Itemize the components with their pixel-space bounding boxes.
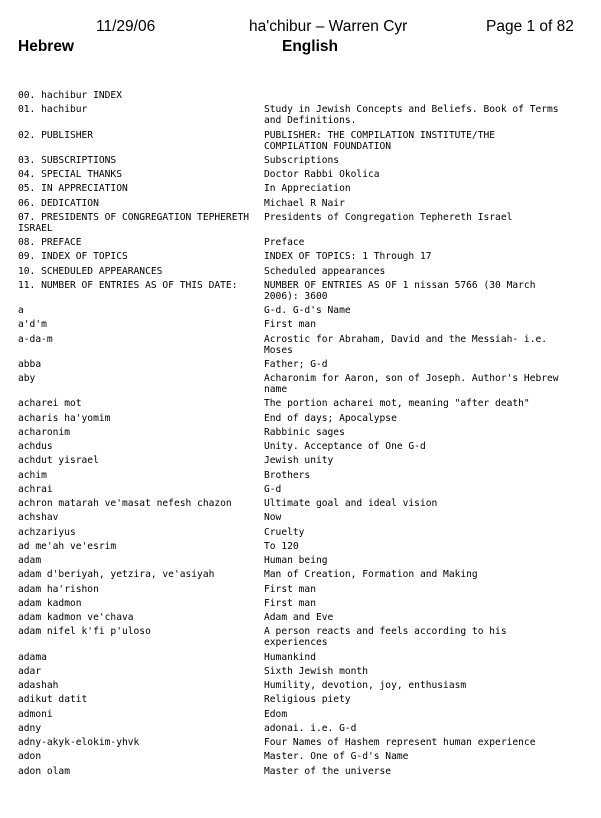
entry-english-definition: Jewish unity — [264, 455, 334, 467]
glossary-entry — [0, 498, 601, 509]
glossary-entry — [0, 334, 601, 356]
entry-english-definition: Edom — [264, 708, 288, 720]
column-header-hebrew: Hebrew — [18, 38, 74, 55]
entry-hebrew-term: adar — [18, 665, 42, 677]
page-header — [0, 18, 601, 38]
entry-hebrew-term: 02. PUBLISHER — [18, 129, 94, 141]
glossary-entry — [0, 169, 601, 180]
glossary-entry — [0, 527, 601, 538]
entry-hebrew-term: 09. INDEX OF TOPICS — [18, 251, 128, 263]
glossary-entry — [0, 266, 601, 277]
entry-hebrew-term: adama — [18, 651, 47, 663]
entry-hebrew-term: 04. SPECIAL THANKS — [18, 169, 122, 180]
entry-english-definition: Preface — [264, 237, 305, 248]
entry-english-definition: NUMBER OF ENTRIES AS OF 1 nissan 5766 (30 March 2006): 3600 — [264, 279, 536, 302]
entry-hebrew-term: adny-akyk-elokim-yhvk — [18, 737, 140, 748]
entry-english-definition: Study in Jewish Concepts and Beliefs. Book of Terms and Definitions. — [264, 104, 559, 127]
entry-english-definition: G-d. G-d's Name — [264, 305, 351, 316]
glossary-entry — [0, 723, 601, 734]
entry-hebrew-term: acharei mot — [18, 398, 82, 410]
glossary-entry — [0, 183, 601, 194]
entry-hebrew-term: adam ha'rishon — [18, 583, 99, 595]
glossary-entry — [0, 280, 601, 302]
glossary-entry — [0, 541, 601, 552]
entry-english-definition: Brothers — [264, 469, 311, 481]
entry-hebrew-term: 06. DEDICATION — [18, 197, 99, 209]
entry-english-definition: Presidents of Congregation Tephereth Israel — [264, 211, 513, 223]
entry-hebrew-term: adam kadmon — [18, 597, 82, 609]
entry-english-definition: INDEX OF TOPICS: 1 Through 17 — [264, 251, 432, 263]
glossary-entry — [0, 130, 601, 152]
entry-english-definition: Master. One of G-d's Name — [264, 751, 409, 763]
entry-english-definition: Father; G-d — [264, 358, 328, 370]
column-headers — [0, 38, 601, 58]
entry-hebrew-term: achrai — [18, 483, 53, 495]
glossary-entry — [0, 251, 601, 262]
entry-hebrew-term: 05. IN APPRECIATION — [18, 183, 128, 195]
entry-english-definition: End of days; Apocalypse — [264, 412, 397, 424]
glossary-entry — [0, 104, 601, 126]
entry-english-definition: Cruelty — [264, 526, 305, 538]
glossary-entry — [0, 598, 601, 609]
entry-hebrew-term: abba — [18, 358, 42, 370]
glossary-entry — [0, 198, 601, 209]
entry-english-definition: The portion acharei mot, meaning "after death" — [264, 398, 530, 410]
entry-hebrew-term: 03. SUBSCRIPTIONS — [18, 154, 117, 166]
entry-hebrew-term: achdus — [18, 441, 53, 452]
entry-english-definition: Now — [264, 512, 282, 524]
entry-english-definition: First man — [264, 597, 316, 609]
entry-hebrew-term: adam — [18, 555, 42, 566]
glossary-entry — [0, 212, 601, 234]
entry-english-definition: Scheduled appearances — [264, 265, 386, 277]
entry-english-definition: Humility, devotion, joy, enthusiasm — [264, 680, 467, 691]
entry-hebrew-term: a — [18, 305, 24, 316]
entry-hebrew-term: 01. hachibur — [18, 104, 88, 116]
entry-english-definition: Acharonim for Aaron, son of Joseph. Author's Hebrew name — [264, 373, 559, 395]
entry-english-definition: Religious piety — [264, 694, 351, 706]
column-header-english: English — [282, 38, 338, 55]
entry-english-definition: Four Names of Hashem represent human experience — [264, 737, 536, 748]
entry-hebrew-term: adam nifel k'fi p'uloso — [18, 626, 151, 638]
glossary-entry — [0, 470, 601, 481]
entry-english-definition: PUBLISHER: THE COMPILATION INSTITUTE/THE COMPILATION FOUNDATION — [264, 129, 496, 152]
header-title: ha'chibur – Warren Cyr — [249, 18, 408, 35]
glossary-entry — [0, 305, 601, 316]
entry-hebrew-term: adam kadmon ve'chava — [18, 612, 134, 623]
entry-hebrew-term: acharis ha'yomim — [18, 412, 111, 424]
entry-english-definition: Acrostic for Abraham, David and the Messiah- i.e. Moses — [264, 333, 548, 356]
header-page-number: Page 1 of 82 — [486, 18, 574, 35]
entry-hebrew-term: achzariyus — [18, 526, 76, 538]
entry-english-definition: Man of Creation, Formation and Making — [264, 569, 478, 581]
entry-english-definition: Humankind — [264, 651, 316, 663]
glossary-entry — [0, 569, 601, 580]
glossary-entry — [0, 555, 601, 566]
entry-english-definition: A person reacts and feels according to his experiences — [264, 626, 507, 649]
entry-hebrew-term: adon olam — [18, 765, 70, 777]
entry-hebrew-term: 10. SCHEDULED APPEARANCES — [18, 265, 163, 277]
glossary-entry — [0, 512, 601, 523]
entry-english-definition: Sixth Jewish month — [264, 665, 368, 677]
glossary-entry — [0, 413, 601, 424]
entry-hebrew-term: a-da-m — [18, 333, 53, 345]
entry-hebrew-term: adashah — [18, 680, 59, 691]
glossary-entries — [0, 90, 601, 780]
entry-hebrew-term: achshav — [18, 512, 59, 524]
entry-english-definition: adonai. i.e. G-d — [264, 722, 357, 734]
glossary-entry — [0, 652, 601, 663]
entry-english-definition: Michael R Nair — [264, 197, 345, 209]
entry-english-definition: Human being — [264, 555, 328, 566]
entry-english-definition: Rabbinic sages — [264, 426, 345, 438]
entry-english-definition: Adam and Eve — [264, 612, 334, 623]
entry-hebrew-term: a'd'm — [18, 319, 47, 331]
entry-hebrew-term: acharonim — [18, 426, 70, 438]
entry-hebrew-term: 08. PREFACE — [18, 237, 82, 248]
entry-hebrew-term: admoni — [18, 708, 53, 720]
entry-english-definition: Ultimate goal and ideal vision — [264, 498, 438, 509]
entry-hebrew-term: achim — [18, 469, 47, 481]
entry-english-definition: To 120 — [264, 540, 299, 552]
glossary-entry — [0, 666, 601, 677]
glossary-entry — [0, 484, 601, 495]
entry-english-definition: Master of the universe — [264, 765, 392, 777]
entry-hebrew-term: adon — [18, 751, 42, 763]
glossary-entry — [0, 155, 601, 166]
glossary-entry — [0, 737, 601, 748]
glossary-entry — [0, 427, 601, 438]
glossary-entry — [0, 694, 601, 705]
entry-hebrew-term: adny — [18, 722, 42, 734]
glossary-entry — [0, 359, 601, 370]
entry-hebrew-term: achron matarah ve'masat nefesh chazon — [18, 498, 232, 509]
glossary-entry — [0, 441, 601, 452]
entry-hebrew-term: 11. NUMBER OF ENTRIES AS OF THIS DATE: — [18, 279, 238, 291]
entry-english-definition: G-d — [264, 483, 282, 495]
entry-english-definition — [264, 90, 560, 101]
glossary-entry — [0, 626, 601, 648]
entry-hebrew-term: adikut datit — [18, 694, 88, 706]
entry-english-definition: First man — [264, 583, 316, 595]
entry-hebrew-term: ad me'ah ve'esrim — [18, 540, 117, 552]
entry-english-definition: Unity. Acceptance of One G-d — [264, 441, 426, 452]
glossary-entry — [0, 90, 601, 101]
glossary-entry — [0, 237, 601, 248]
glossary-entry — [0, 373, 601, 395]
glossary-entry — [0, 398, 601, 409]
glossary-entry — [0, 612, 601, 623]
glossary-entry — [0, 709, 601, 720]
glossary-entry — [0, 584, 601, 595]
entry-hebrew-term: aby — [18, 373, 36, 384]
entry-english-definition: Doctor Rabbi Okolica — [264, 169, 380, 180]
entry-hebrew-term: 07. PRESIDENTS OF CONGREGATION TEPHERETH ISRAEL — [18, 211, 255, 234]
header-date: 11/29/06 — [96, 18, 156, 35]
glossary-entry — [0, 319, 601, 330]
entry-hebrew-term: 00. hachibur INDEX — [18, 90, 122, 101]
entry-english-definition: First man — [264, 319, 316, 331]
entry-hebrew-term: adam d'beriyah, yetzira, ve'asiyah — [18, 569, 215, 581]
entry-hebrew-term: achdut yisrael — [18, 455, 99, 467]
glossary-entry — [0, 455, 601, 466]
glossary-entry — [0, 680, 601, 691]
glossary-entry — [0, 766, 601, 777]
entry-english-definition: Subscriptions — [264, 154, 340, 166]
entry-english-definition: In Appreciation — [264, 183, 351, 195]
glossary-entry — [0, 751, 601, 762]
